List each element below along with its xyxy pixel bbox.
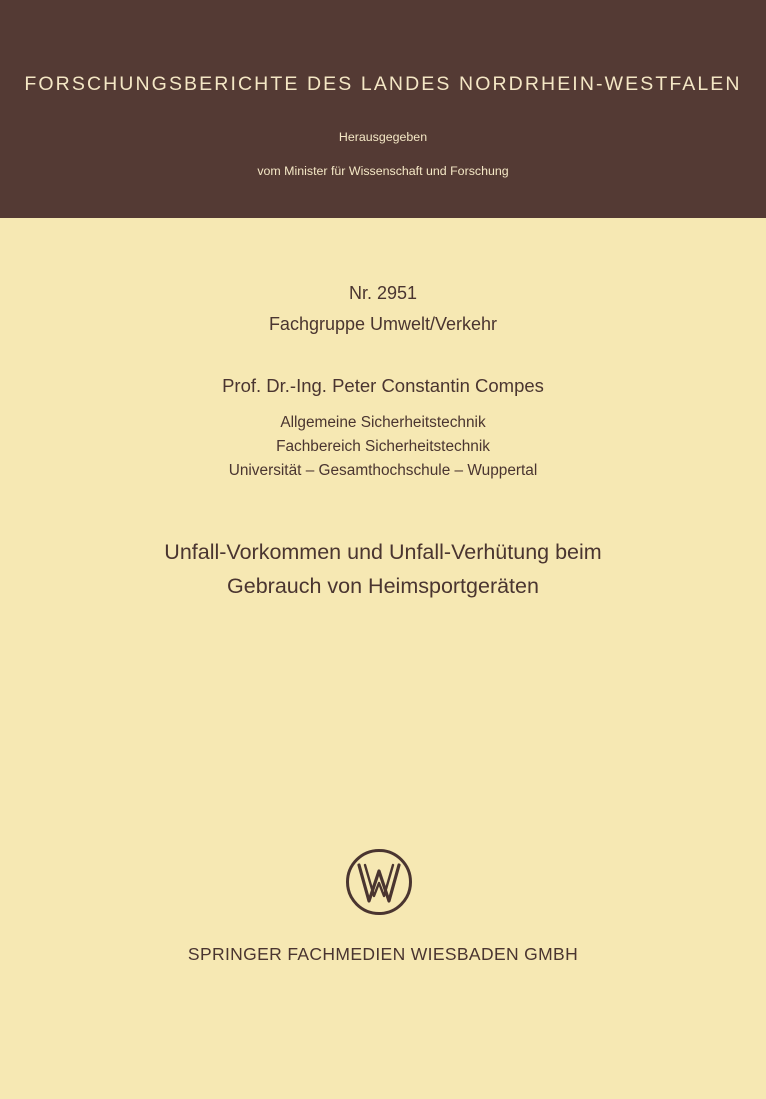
series-title: FORSCHUNGSBERICHTE DES LANDES NORDRHEIN-WESTFALEN — [24, 73, 742, 95]
affiliation-line: Universität – Gesamthochschule – Wuppertal — [228, 462, 538, 479]
report-number: Nr. 2951 — [348, 283, 418, 303]
affiliation-line: Allgemeine Sicherheitstechnik — [280, 414, 486, 431]
subject-group: Fachgruppe Umwelt/Verkehr — [268, 314, 498, 334]
publisher-imprint: SPRINGER FACHMEDIEN WIESBADEN GMBH — [187, 944, 579, 964]
publisher-logo-icon — [345, 848, 413, 916]
affiliation-line: Fachbereich Sicherheitstechnik — [276, 438, 490, 455]
book-title-line: Gebrauch von Heimsportgeräten — [227, 574, 539, 598]
book-title-line: Unfall-Vorkommen und Unfall-Verhütung beim — [164, 540, 602, 564]
series-header — [0, 0, 766, 218]
author-name: Prof. Dr.-Ing. Peter Constantin Compes — [222, 375, 544, 396]
editor-name: vom Minister für Wissenschaft und Forschung — [257, 164, 509, 178]
editor-label: Herausgegeben — [338, 130, 428, 144]
